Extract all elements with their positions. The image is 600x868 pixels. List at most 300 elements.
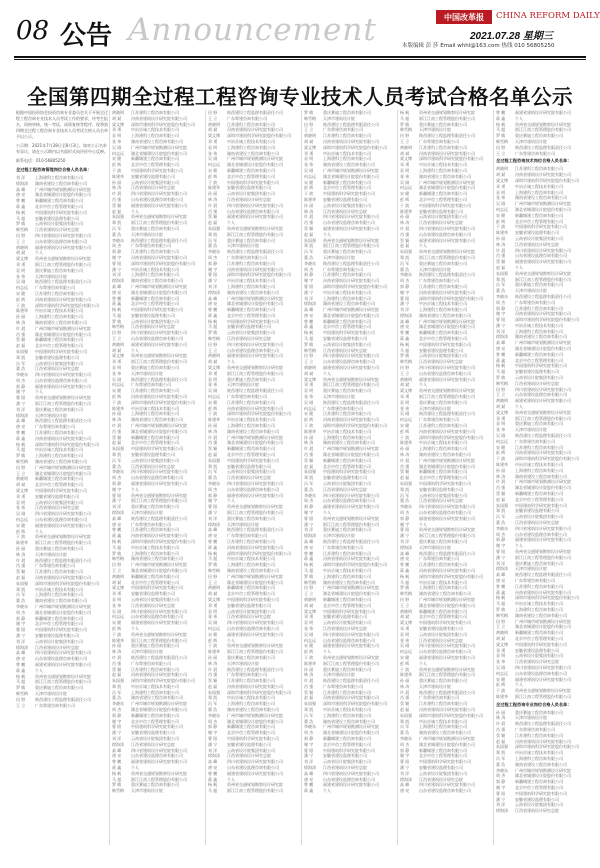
person-name: 董 浩 <box>496 761 506 767</box>
person-name: 肖 强 <box>112 428 122 434</box>
company-name: 江西省建筑设计研究总院 <box>419 776 463 782</box>
company-name: 广东粤建咨询有限公司 <box>323 544 363 550</box>
person-name: 肖 强 <box>304 452 314 458</box>
person-name: 吴 刚 <box>16 279 26 285</box>
person-name: 陈建华 <box>400 672 412 678</box>
person-name: 朱国强 <box>496 744 508 750</box>
person-name: 唐 亮 <box>208 533 218 539</box>
intro-paragraph: 公示期：2021年7月28日至8月3日。如对公示名单有异议，请在公示期内以书面形式向评价中心反映。 <box>16 143 108 154</box>
person-name: 于 波 <box>208 179 218 185</box>
company-name: 重庆赛迪工程咨询有限公司 <box>35 406 83 412</box>
company-name: 个人 <box>227 637 235 643</box>
person-name: 孙 丽 <box>304 434 314 440</box>
company-name: 中冶京诚工程技术有限公司 <box>35 586 83 592</box>
company-name: 江西省建筑设计研究总院 <box>419 498 463 504</box>
company-name: 陕西建设工程监理有限责任公司 <box>35 696 91 702</box>
person-name: 邓 勇 <box>496 647 506 653</box>
person-name: 高 峰 <box>112 515 122 521</box>
company-name: 江苏建科工程咨询有限公司 <box>323 550 371 556</box>
person-name: 黄晓明 <box>400 144 412 150</box>
company-name: 个人 <box>131 625 139 631</box>
person-name: 徐海涛 <box>208 521 220 527</box>
person-name: 郭 静 <box>400 283 410 289</box>
person-name: 张 伟 <box>304 394 314 400</box>
person-name: 宋 健 <box>496 212 506 218</box>
company-name: 深圳市建筑科学研究院股份有限公司 <box>131 538 195 544</box>
person-name: 陈建华 <box>400 440 412 446</box>
list-item <box>16 703 110 709</box>
person-name: 罗 敏 <box>16 221 26 227</box>
company-name: 贵州省交通规划勘察设计研究院 <box>419 666 475 672</box>
person-name: 袁 明 <box>112 596 122 602</box>
person-name: 蒋 鑫 <box>304 788 314 794</box>
company-name: 四川省建筑设计研究院有限公司 <box>35 372 91 378</box>
person-name: 邓 勇 <box>496 415 506 421</box>
company-name: 上海建科工程咨询有限公司 <box>419 167 467 173</box>
person-name: 张 伟 <box>208 150 218 156</box>
person-name: 于 波 <box>304 191 314 197</box>
person-name: 刘 洋 <box>208 747 218 753</box>
person-name: 杨 帆 <box>496 121 506 127</box>
person-name: 徐海涛 <box>112 741 124 747</box>
person-name: 郑 凯 <box>400 486 410 492</box>
company-name: 山东省建设监理咨询有限公司 <box>323 498 375 504</box>
company-name: 江西省建筑设计研究总院 <box>35 505 79 511</box>
company-name: 广东粤建咨询有限公司 <box>515 150 555 156</box>
person-name: 刘 洋 <box>496 802 506 808</box>
person-name: 郑 凯 <box>304 475 314 481</box>
person-name: 袁 明 <box>400 631 410 637</box>
person-name: 郭 静 <box>400 515 410 521</box>
person-name: 田 野 <box>208 341 218 347</box>
company-name: 云南省设计院集团有限公司 <box>227 469 275 475</box>
company-name: 湖南省建设工程咨询有限公司 <box>419 730 471 736</box>
company-name: 江西省建筑设计研究总院 <box>515 519 559 525</box>
company-name: 中国建筑科学研究院有限公司 <box>323 608 375 614</box>
company-name: 安徽省建设监理有限公司 <box>515 647 559 653</box>
company-name: 贵州省交通规划勘察设计研究院 <box>35 395 91 401</box>
person-name: 张 伟 <box>208 382 218 388</box>
person-name: 罗 敏 <box>112 318 122 324</box>
company-name: 湖北省城建设计院股份有限公司 <box>35 331 91 337</box>
company-name: 北京中咨工程管理有限公司 <box>35 621 83 627</box>
company-name: 中国建筑科学研究院有限公司 <box>515 641 567 647</box>
company-name: 个人 <box>323 231 331 237</box>
person-name: 袁 明 <box>16 499 26 505</box>
company-name: 重庆赛迪工程咨询有限公司 <box>35 685 83 691</box>
company-name: 浙江江南工程管理股份有限公司 <box>419 115 475 121</box>
person-name: 何志远 <box>496 438 508 444</box>
person-name: 潘 宁 <box>400 301 410 307</box>
person-name: 彭 辉 <box>496 450 506 456</box>
company-name: 福建省建筑设计研究院有限公司 <box>227 492 283 498</box>
person-name: 曹 阳 <box>208 272 218 278</box>
person-name: 罗 敏 <box>304 341 314 347</box>
person-name: 周 杰 <box>304 730 314 736</box>
company-name: 福建省建筑设计研究院有限公司 <box>35 383 91 389</box>
company-name: 中冶京诚工程技术有限公司 <box>131 544 179 550</box>
company-name: 四川省建筑设计研究院有限公司 <box>419 365 475 371</box>
person-name: 彭 辉 <box>112 162 122 168</box>
company-name: 贵州省交通规划勘察设计研究院 <box>131 353 187 359</box>
company-name: 福建省建筑设计研究院有限公司 <box>35 661 91 667</box>
person-name: 孙 丽 <box>208 423 218 429</box>
company-name: 湖北省城建设计院股份有限公司 <box>227 579 283 585</box>
person-name: 胡 斌 <box>496 635 506 641</box>
person-name: 蔡 颖 <box>304 689 314 695</box>
person-name: 高 峰 <box>208 295 218 301</box>
person-name: 刘 洋 <box>400 307 410 313</box>
person-name: 邓 勇 <box>112 591 122 597</box>
company-name: 天津市建筑设计院 <box>515 138 547 144</box>
company-name: 新疆城建工程咨询有限公司 <box>227 446 275 452</box>
person-name: 马 超 <box>496 601 506 607</box>
person-name: 曾 鹏 <box>208 307 218 313</box>
person-name: 马 超 <box>16 215 26 221</box>
person-name: 蒋 鑫 <box>208 312 218 318</box>
company-name: 广东粤建咨询有限公司 <box>323 127 363 133</box>
company-name: 湖北省城建设计院股份有限公司 <box>35 609 91 615</box>
company-name: 安徽省建设监理有限公司 <box>419 765 463 771</box>
person-name: 宋 健 <box>304 411 314 417</box>
company-name: 山东省建设监理咨询有限公司 <box>323 359 375 365</box>
company-name: 重庆赛迪工程咨询有限公司 <box>227 654 275 660</box>
company-name: 江苏建科工程咨询有限公司 <box>227 121 275 127</box>
company-name: 安徽省建设监理有限公司 <box>323 753 367 759</box>
person-name: 马 超 <box>208 556 218 562</box>
company-name: 重庆赛迪工程咨询有限公司 <box>419 260 467 266</box>
person-name: 郑 凯 <box>16 354 26 360</box>
person-name: 潘 宁 <box>16 632 26 638</box>
company-name: 云南省设计院集团有限公司 <box>515 802 563 808</box>
person-name: 赵 磊 <box>304 695 314 701</box>
person-name: 胡 斌 <box>304 138 314 144</box>
person-name: 赵 磊 <box>208 683 218 689</box>
company-name: 福建省建筑设计研究院有限公司 <box>419 654 475 660</box>
person-name: 潘 宁 <box>304 521 314 527</box>
person-name: 许 晨 <box>304 214 314 220</box>
person-name: 曾 鹏 <box>112 759 122 765</box>
company-name: 江西省建筑设计研究总院 <box>227 614 271 620</box>
company-name: 中冶京诚工程技术有限公司 <box>419 440 467 446</box>
person-name: 许 晨 <box>16 325 26 331</box>
person-name: 马 超 <box>400 347 410 353</box>
person-name: 谢 宇 <box>112 254 122 260</box>
person-name: 冯 军 <box>112 457 122 463</box>
person-name: 刘 洋 <box>304 759 314 765</box>
company-name: 上海建科工程咨询有限公司 <box>515 756 563 762</box>
person-name: 罗 敏 <box>208 330 218 336</box>
person-name: 罗 敏 <box>208 562 218 568</box>
company-name: 江苏建科工程咨询有限公司 <box>515 166 563 172</box>
company-name: 广州市城市规划勘测设计研究院 <box>323 167 379 173</box>
person-name: 彭 辉 <box>304 185 314 191</box>
company-name: 山东省建设监理咨询有限公司 <box>323 776 375 782</box>
person-name: 徐海涛 <box>16 644 28 650</box>
person-name: 彭 辉 <box>208 637 218 643</box>
person-name: 郑 凯 <box>400 254 410 260</box>
company-name: 山东省建设监理咨询有限公司 <box>419 231 471 237</box>
company-name: 重庆赛迪工程咨询有限公司 <box>419 678 467 684</box>
person-name: 宋 健 <box>16 290 26 296</box>
company-name: 中冶京诚工程技术有限公司 <box>227 278 275 284</box>
company-name: 云南省设计院集团有限公司 <box>419 492 467 498</box>
company-name: 河南省建筑设计研究院有限公司 <box>131 254 187 260</box>
person-name: 林 涛 <box>496 473 506 479</box>
company-name: 上海建科工程咨询有限公司 <box>131 133 179 139</box>
company-name: 重庆赛迪工程咨询有限公司 <box>131 365 179 371</box>
company-name: 浙江江南工程管理股份有限公司 <box>35 679 91 685</box>
person-name: 周 杰 <box>304 266 314 272</box>
company-name: 新疆城建工程咨询有限公司 <box>515 491 563 496</box>
person-name: 陈建华 <box>208 185 220 191</box>
company-name: 浙江江南工程管理股份有限公司 <box>419 672 475 678</box>
person-name: 何志远 <box>400 417 412 423</box>
person-name: 梁文博 <box>16 256 28 262</box>
person-name: 唐 亮 <box>112 521 122 527</box>
person-name: 许 晨 <box>16 557 26 563</box>
company-name: 浙江江南工程管理股份有限公司 <box>227 370 283 376</box>
company-name: 四川省建筑设计研究院有限公司 <box>35 650 91 656</box>
person-name: 田 野 <box>112 330 122 336</box>
company-name: 江西省建筑设计研究总院 <box>419 359 463 365</box>
person-name: 蒋 鑫 <box>496 357 506 363</box>
company-name: 陕西建设工程监理有限责任公司 <box>515 433 571 439</box>
person-name: 董 浩 <box>304 486 314 492</box>
company-name: 安徽省建设监理有限公司 <box>227 324 271 330</box>
company-name: 四川省建筑设计研究院有限公司 <box>35 232 91 238</box>
company-name: 深圳市建筑科学研究院股份有限公司 <box>515 595 579 601</box>
company-name: 重庆赛迪工程咨询有限公司 <box>323 666 371 672</box>
company-name: 上海建科工程咨询有限公司 <box>227 701 275 707</box>
person-name: 朱国强 <box>208 457 220 463</box>
person-name: 许 晨 <box>112 423 122 429</box>
person-name: 杨 帆 <box>304 330 314 336</box>
person-name: 于 波 <box>496 456 506 462</box>
person-name: 谢 宇 <box>400 521 410 527</box>
company-name: 中冶京诚工程技术有限公司 <box>35 447 83 453</box>
person-name: 吴 刚 <box>496 201 506 207</box>
company-name: 广东粤建咨询有限公司 <box>227 394 267 400</box>
person-name: 曾 鹏 <box>400 330 410 336</box>
company-name: 江苏建科工程咨询有限公司 <box>131 110 179 115</box>
company-name: 山东省建设监理咨询有限公司 <box>515 531 567 537</box>
person-name: 林 涛 <box>208 660 218 666</box>
person-name: 吴 刚 <box>304 399 314 405</box>
company-name: 浙江江南工程管理股份有限公司 <box>515 554 571 560</box>
person-name: 周 杰 <box>112 475 122 481</box>
person-name: 宋 健 <box>400 191 410 197</box>
person-name: 宋 健 <box>496 676 506 682</box>
company-name: 山东省建设监理咨询有限公司 <box>227 347 279 353</box>
person-name: 宋 健 <box>208 631 218 637</box>
person-name: 孙 丽 <box>400 446 410 452</box>
person-name: 曹 阳 <box>112 724 122 730</box>
person-name: 马 超 <box>400 115 410 121</box>
company-name: 贵州省交通规划勘察设计研究院 <box>131 214 187 220</box>
company-name: 贵州省交通规划勘察设计研究院 <box>227 225 283 231</box>
person-name: 朱国强 <box>400 249 412 255</box>
person-name: 于 波 <box>112 631 122 637</box>
person-name: 宋 健 <box>112 388 122 394</box>
person-name: 陈建华 <box>304 660 316 666</box>
company-name: 广东粤建咨询有限公司 <box>515 727 555 733</box>
person-name: 彭 辉 <box>208 173 218 179</box>
person-name: 董 浩 <box>496 519 506 525</box>
company-name: 上海建科工程咨询有限公司 <box>131 411 179 417</box>
company-name: 陕西建设工程监理有限责任公司 <box>131 654 187 660</box>
company-name: 广州市城市规划勘测设计研究院 <box>515 479 571 485</box>
person-name: 何志远 <box>16 285 28 291</box>
person-name: 徐海涛 <box>304 533 316 539</box>
person-name: 于 波 <box>16 534 26 540</box>
person-name: 胡 斌 <box>304 370 314 376</box>
person-name: 曹 阳 <box>496 548 506 554</box>
company-name: 重庆赛迪工程咨询有限公司 <box>323 249 371 255</box>
person-name: 陈建华 <box>496 462 508 468</box>
person-name: 唐 亮 <box>496 346 506 352</box>
person-name: 唐 亮 <box>112 753 122 759</box>
company-name: 重庆赛迪工程咨询有限公司 <box>227 515 275 521</box>
company-name: 个人 <box>35 667 43 673</box>
company-name: 北京中咨工程管理有限公司 <box>323 741 371 747</box>
company-name: 个人 <box>515 543 523 549</box>
person-name: 李晓东 <box>112 237 124 243</box>
company-name: 陕西建设工程监理有限责任公司 <box>419 411 475 417</box>
company-name: 广州市城市规划勘测设计研究院 <box>227 712 283 718</box>
person-name: 马 超 <box>112 776 122 782</box>
person-name: 高 峰 <box>304 307 314 313</box>
company-name: 陕西建设工程监理有限责任公司 <box>35 279 91 285</box>
company-name: 云南省设计院集团有限公司 <box>515 375 563 381</box>
company-name: 河南省建筑设计研究院有限公司 <box>515 589 571 595</box>
person-name: 曹 阳 <box>16 627 26 633</box>
company-name: 四川省建筑设计研究院有限公司 <box>131 469 187 475</box>
company-name: 云南省设计院集团有限公司 <box>131 179 179 185</box>
company-name: 个人 <box>227 220 235 226</box>
company-name: 北京中咨工程管理有限公司 <box>419 196 467 202</box>
company-name: 湖北省城建设计院股份有限公司 <box>515 485 571 491</box>
list-item <box>304 788 398 794</box>
company-name: 北京中咨工程管理有限公司 <box>227 452 275 458</box>
person-name: 张 伟 <box>208 614 218 620</box>
person-name: 李晓东 <box>496 293 508 299</box>
person-name: 李晓东 <box>208 249 220 255</box>
company-name: 山东省建设监理咨询有限公司 <box>131 475 183 481</box>
person-name: 徐海涛 <box>208 289 220 295</box>
company-name: 中冶京诚工程技术有限公司 <box>419 301 467 307</box>
company-name: 广东粤建咨询有限公司 <box>323 266 363 272</box>
company-name: 新疆城建工程咨询有限公司 <box>419 608 467 614</box>
company-name: 安徽省建设监理有限公司 <box>419 625 463 631</box>
company-name: 北京中咨工程管理有限公司 <box>131 301 179 307</box>
person-name: 董 浩 <box>304 254 314 260</box>
company-name: 云南省设计院集团有限公司 <box>323 202 371 208</box>
company-name: 广州市城市规划勘测设计研究院 <box>35 603 91 609</box>
person-name: 曾 鹏 <box>496 351 506 357</box>
person-name: 张 伟 <box>304 162 314 168</box>
company-name: 中国建筑科学研究院有限公司 <box>419 759 471 765</box>
person-name: 张 伟 <box>304 625 314 631</box>
company-name: 江西省建筑设计研究总院 <box>515 241 559 247</box>
person-name: 赵 磊 <box>112 440 122 446</box>
company-name: 江西省建筑设计研究总院 <box>419 220 463 226</box>
person-name: 刘 洋 <box>304 527 314 533</box>
person-name: 刘 洋 <box>16 638 26 644</box>
person-name: 冯 军 <box>304 712 314 718</box>
person-name: 郑 凯 <box>304 707 314 713</box>
person-name: 孙 丽 <box>496 709 506 715</box>
company-name: 安徽省建设监理有限公司 <box>35 215 79 221</box>
person-name: 董 浩 <box>208 475 218 481</box>
person-name: 林 涛 <box>112 649 122 655</box>
company-name: 广州市城市规划勘测设计研究院 <box>323 446 379 452</box>
company-name: 北京中咨工程管理有限公司 <box>419 753 467 759</box>
person-name: 王 立 <box>400 370 410 376</box>
company-name: 广东粤建咨询有限公司 <box>227 533 267 539</box>
person-name: 潘 宁 <box>304 289 314 295</box>
company-name: 重庆赛迪工程咨询有限公司 <box>515 282 563 288</box>
company-name: 贵州省交通规划勘察设计研究院 <box>131 492 187 498</box>
person-name: 韩雪梅 <box>16 459 28 465</box>
person-name: 黄晓明 <box>400 376 412 382</box>
company-name: 北京中咨工程管理有限公司 <box>323 463 371 469</box>
person-name: 张 伟 <box>112 370 122 376</box>
person-name: 陈建华 <box>496 693 508 699</box>
person-name: 韩雪梅 <box>496 138 508 144</box>
company-name: 重庆赛迪工程咨询有限公司 <box>131 643 179 649</box>
person-name: 张 伟 <box>112 602 122 608</box>
person-name: 冯 军 <box>16 360 26 366</box>
company-name: 湖南省建设工程咨询有限公司 <box>419 173 471 179</box>
company-name: 上海建科工程咨询有限公司 <box>419 724 467 730</box>
company-name: 湖北省城建设计院股份有限公司 <box>419 463 475 469</box>
company-name: 个人 <box>35 250 43 256</box>
company-name: 重庆赛迪工程咨询有限公司 <box>419 399 467 405</box>
company-name: 陕西建设工程监理有限责任公司 <box>323 538 379 544</box>
company-name: 云南省设计院集团有限公司 <box>515 235 563 241</box>
person-name: 陈建华 <box>304 196 316 202</box>
company-name: 江苏建科工程咨询有限公司 <box>227 399 275 405</box>
company-name: 山东省建设监理咨询有限公司 <box>131 753 183 759</box>
company-name: 深圳市建筑科学研究院股份有限公司 <box>227 133 291 139</box>
person-name: 赵 磊 <box>208 452 218 458</box>
person-name: 徐海涛 <box>304 765 316 771</box>
company-name: 江西省建筑设计研究总院 <box>323 347 367 353</box>
person-name: 田 野 <box>16 464 26 470</box>
person-name: 黄晓明 <box>112 341 124 347</box>
person-name: 郭 静 <box>496 305 506 311</box>
company-name: 河南省建筑设计研究院有限公司 <box>419 707 475 713</box>
person-name: 林 涛 <box>496 715 506 721</box>
company-name: 云南省设计院集团有限公司 <box>227 747 275 753</box>
company-name: 天津市建筑设计院 <box>35 690 67 696</box>
person-name: 田 野 <box>304 353 314 359</box>
person-name: 谢 宇 <box>16 389 26 395</box>
company-name: 中国建筑科学研究院有限公司 <box>35 627 87 633</box>
person-name: 唐 亮 <box>400 324 410 330</box>
company-name: 重庆赛迪工程咨询有限公司 <box>419 121 467 127</box>
person-name: 邓 勇 <box>304 614 314 620</box>
person-name: 林 涛 <box>496 241 506 247</box>
person-name: 杨 帆 <box>112 538 122 544</box>
company-name: 河南省建筑设计研究院有限公司 <box>515 172 571 178</box>
company-name: 上海建科工程咨询有限公司 <box>419 585 467 591</box>
company-name: 个人 <box>227 776 235 782</box>
person-name: 唐 亮 <box>304 312 314 318</box>
person-name: 郭 静 <box>16 383 26 389</box>
company-name: 个人 <box>227 359 235 365</box>
